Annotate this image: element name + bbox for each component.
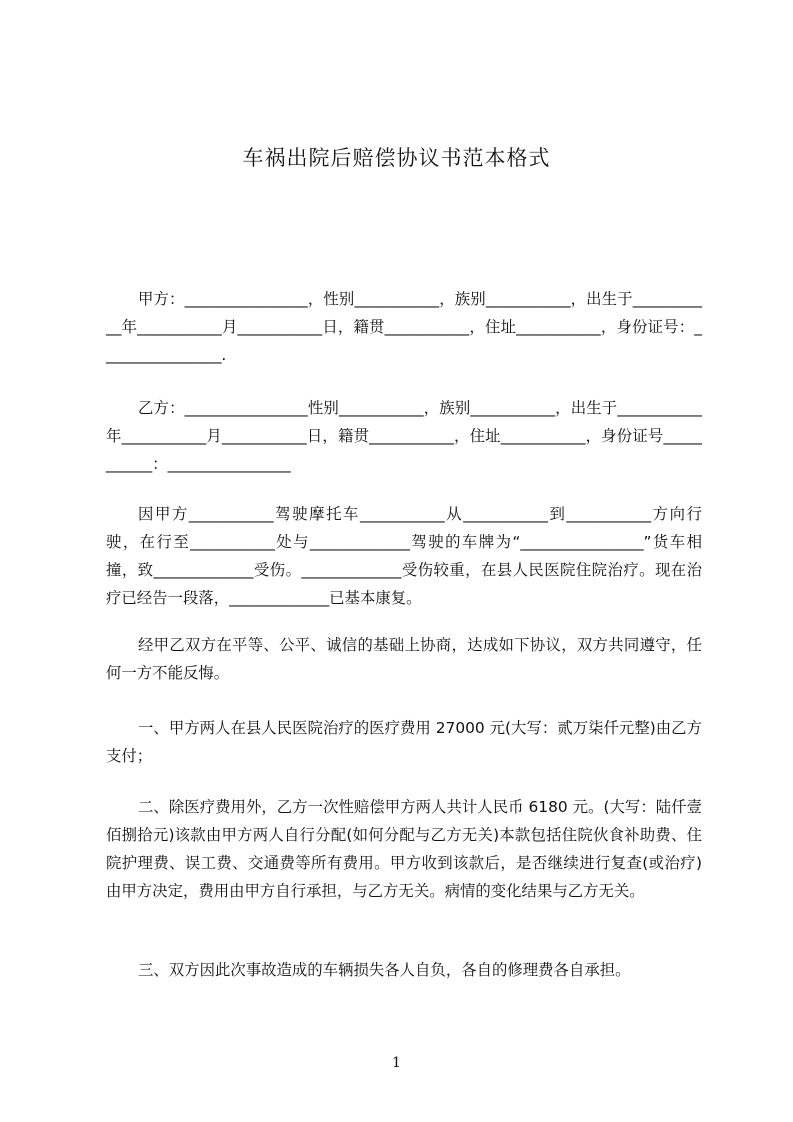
agreement-intro-paragraph: 经甲乙双方在平等、公平、诚信的基础上协商，达成如下协议，双方共同遵守，任何一方不能反悔。: [106, 636, 702, 682]
party-a-info-paragraph: 甲方：________________，性别___________，族别___________，出生于___________年___________月___________日，籍贯___________，住址___________，身份证号：________________.: [106, 290, 702, 364]
document-title: 车祸出院后赔偿协议书范本格式: [242, 146, 551, 170]
page-number: 1: [392, 1055, 401, 1071]
clause-1-paragraph: 一、甲方两人在县人民医院治疗的医疗费用 27000 元(大写：贰万柒仟元整)由乙方支付；: [106, 719, 702, 765]
accident-description-paragraph: 因甲方___________驾驶摩托车___________从___________到___________方向行驶，在行至___________处与_____________驾驶的车牌为“________________”货车相撞，致_____________受伤。_____________受伤较重，在县人民医院住院治疗。现在治疗已经告一段落，_____________已基本康复。: [106, 505, 702, 607]
clause-2-paragraph: 二、除医疗费用外，乙方一次性赔偿甲方两人共计人民币 6180 元。(大写：陆仟壹佰捌拾元)该款由甲方两人自行分配(如何分配与乙方无关)本款包括住院伙食补助费、住院护理费、误工费、交通费等所有费用。甲方收到该款后，是否继续进行复查(或治疗)由甲方决定，费用由甲方自行承担，与乙方无关。病情的变化结果与乙方无关。: [106, 798, 702, 900]
clause-3-paragraph: 三、双方因此次事故造成的车辆损失各人自负，各自的修理费各自承担。: [138, 961, 631, 979]
party-b-info-paragraph: 乙方：________________性别___________，族别___________，出生于___________年___________月___________日，籍贯___________，住址___________，身份证号___________：________________: [106, 399, 702, 473]
